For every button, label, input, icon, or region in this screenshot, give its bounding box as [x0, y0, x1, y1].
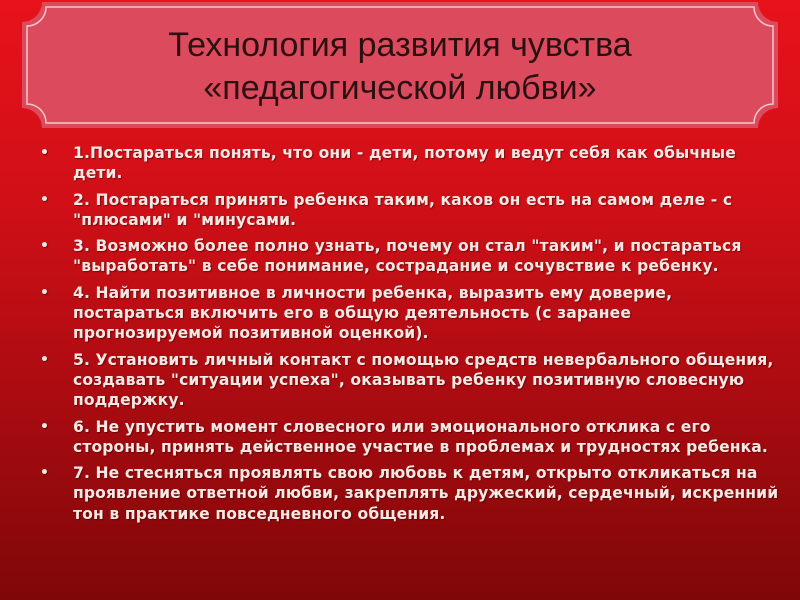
- bullet-icon: •: [40, 238, 50, 255]
- list-item: [40, 463, 785, 524]
- list-item-text: 7. Не стесняться проявлять свою любовь к детям, открыто откликаться на проявление ответной любви, закреплять дружеский, сердечный, искренний тон в практике повседневного общения.: [73, 464, 779, 523]
- bullet-list: [40, 143, 785, 530]
- list-item-text: 5. Установить личный контакт с помощью средств невербального общения, создавать "ситуации успеха", оказывать ребенку позитивную словесную поддержку.: [73, 350, 774, 410]
- list-item-text: 4. Найти позитивное в личности ребенка, выразить ему доверие, постараться включить его в общую деятельность (с заранее прогнозируемой позитивной оценкой).: [73, 283, 673, 343]
- list-item: [40, 350, 785, 411]
- list-item-text: 1.Постараться понять, что они - дети, потому и ведут себя как обычные дети.: [73, 144, 736, 183]
- bullet-icon: •: [40, 418, 50, 435]
- list-item: [40, 417, 785, 458]
- bullet-icon: •: [40, 191, 50, 208]
- list-item-text: 2. Постараться принять ребенка таким, каков он есть на самом деле - с "плюсами" и "минусами.: [73, 190, 733, 229]
- list-item: [40, 236, 785, 277]
- bullet-icon: •: [40, 351, 50, 368]
- bullet-icon: •: [40, 145, 50, 161]
- bullet-icon: •: [40, 284, 50, 301]
- list-item: [40, 283, 785, 344]
- slide-title: [22, 24, 778, 110]
- title-panel: [22, 2, 778, 128]
- list-item-text: 6. Не упустить момент словесного или эмоционального отклика с его стороны, принять действенное участие в проблемах и трудностях ребенка.: [73, 417, 768, 456]
- list-item-text: 3. Возможно более полно узнать, почему он стал "таким", и постараться "выработать" в себе понимание, сострадание и сочувствие к ребенку.: [73, 237, 742, 276]
- title-line-1: Технология развития чувства: [168, 26, 632, 64]
- title-line-2: «педагогической любви»: [203, 69, 597, 107]
- list-item: [40, 143, 785, 184]
- list-item: [40, 190, 785, 231]
- bullet-icon: •: [40, 465, 50, 482]
